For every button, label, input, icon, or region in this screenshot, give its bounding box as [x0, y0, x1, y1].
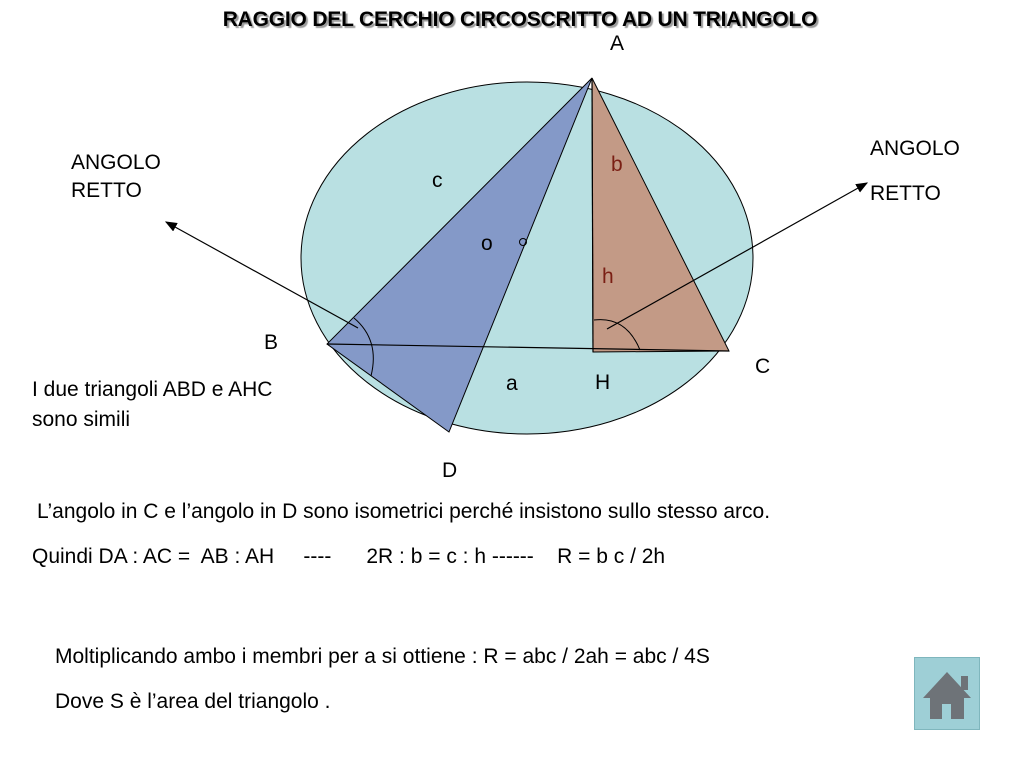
home-icon — [915, 658, 979, 729]
right-angle-note-right — [870, 134, 960, 209]
vertex-label-a: A — [610, 32, 625, 55]
right-angle-note-left — [71, 148, 161, 206]
similar-note-line2: sono simili — [32, 408, 131, 431]
side-label-a: a — [506, 372, 518, 395]
right-angle-right-line2: RETTO — [870, 182, 941, 205]
right-angle-left-line1: ANGOLO — [71, 151, 161, 174]
side-label-c: c — [432, 169, 443, 192]
area-text: Dove S è l’area del triangolo . — [55, 690, 331, 713]
page-title: RAGGIO DEL CERCHIO CIRCOSCRITTO AD UN TRIANGOLO — [222, 8, 818, 31]
similar-note-line1: I due triangoli ABD e AHC — [32, 378, 273, 401]
height-label-h: h — [602, 265, 614, 288]
center-label-o: o — [481, 232, 493, 255]
vertex-label-d: D — [442, 459, 458, 482]
vertex-label-h: H — [595, 371, 611, 394]
angles-text: L’angolo in C e l’angolo in D sono isometrici perché insistono sullo stesso arco. — [37, 500, 771, 523]
vertex-label-b: B — [264, 331, 279, 354]
circumscribed-circle — [301, 82, 753, 434]
proportion-text: Quindi DA : AC = AB : AH ---- 2R : b = c : h ------ R = b c / 2h — [32, 545, 666, 568]
multiply-text: Moltiplicando ambo i membri per a si ottiene : R = abc / 2ah = abc / 4S — [55, 645, 710, 668]
side-label-b: b — [611, 153, 623, 176]
right-angle-left-line2: RETTO — [71, 179, 142, 202]
similar-triangles-note — [32, 375, 272, 435]
right-angle-right-line1: ANGOLO — [870, 137, 960, 160]
home-button[interactable] — [914, 657, 980, 730]
vertex-label-c: C — [755, 355, 771, 378]
